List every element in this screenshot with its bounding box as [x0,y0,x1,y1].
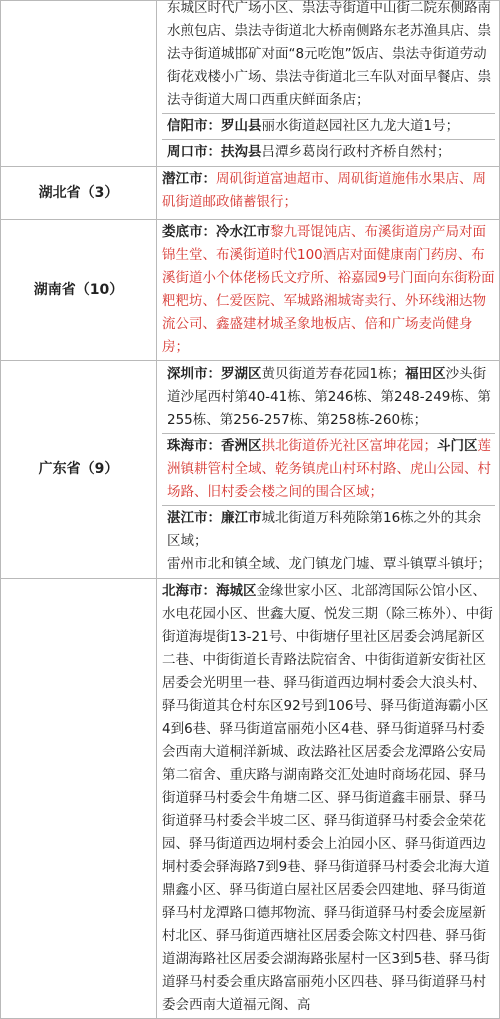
city-label: 北海市： [162,583,216,599]
areas-cell [157,1,500,167]
city-label: 周口市： [167,144,221,160]
table-row-hunan [1,220,500,361]
areas-cell [157,220,500,361]
area-text: 吕潭乡葛岗行政村齐桥自然村； [261,144,451,160]
area-entry-shenzhen [162,362,495,434]
city-label: 深圳市： [167,366,221,382]
district-label: 福田区 [405,366,446,382]
areas-cell [157,361,500,579]
province-cell-empty [1,579,157,1019]
area-text: 金缘世家小区、北部湾国际公馆小区、水电花园小区、世鑫大厦、悦发三期（除三栋外）、中街街道海堤街13-21号、中街塘仔里社区居委会鸿尾新区二巷、中街街道长青路法院宿舍、中街街道新安街社区居委会光明里一巷、驿马街道西边垌村委会大浪头村、驿马街道其仓村东区92号到106号、驿马街道海霸小区4到6巷、驿马街道富丽苑小区4巷、驿马街道驿马村委会西南大道桐洋新城、政法路社区居委会龙潭路公安局第二宿舍、重庆路与湖南路交汇处迪时商场花园、驿马街道驿马村委会牛角塘二区、驿马街道鑫丰丽景、驿马街道驿马村委会半坡二区、驿马街道驿马村委会金荣花园、驿马街道西边垌村委会上泊园小区、驿马街道西边垌村委会驿海路7到9巷、驿马街道驿马村委会北海大道鼎鑫小区、驿马街道白屋社区居委会四建地、驿马街道驿马村龙潭路口德邦物流、驿马街道驿马村委会庞屋新村北区、驿马街道西塘社区居委会陈文村四巷、驿马街道湖海路社区居委会湖海路张屋村一区3到5巷、驿马街道驿马村委会重庆路富丽苑小区四巷、驿马街道驿马村委会西南大道福元阁、高 [162,583,493,1013]
area-text: 城北街道万科苑除第16栋之外的其余区域； [167,510,482,549]
province-cell: 湖南省（10） [1,220,157,361]
area-text: 雷州市北和镇全域、龙门镇龙门墟、覃斗镇覃斗镇圩； [167,556,491,572]
area-entry [162,114,495,140]
district-label: 冷水江市 [216,224,270,240]
city-label: 娄底市： [162,224,216,240]
area-text: 莲洲镇耕管村全域、乾务镇虎山村环村路、虎山公园、村场路、旧村委会楼之间的围合区域； [167,438,491,500]
table-row-henan-continued [1,1,500,167]
area-text: 沙头街道沙尾西村第40-41栋、第246栋、第248-249栋、第255栋、第256-257栋、第258栋-260栋； [167,366,491,428]
area-text: 东城区时代广场小区、祟法寺街道中山街二院东侧路南水煎包店、祟法寺街道北大桥南侧路东老苏渔具店、祟法寺街道城邯矿对面“8元吃饱”饭店、祟法寺街道劳动街花戏楼小广场、祟法寺街道北三车队对面早餐店、祟法寺街道大周口西重庆鲜面条店； [167,0,491,108]
district-label: 海城区 [216,583,257,599]
district-label: 廉江市 [221,510,262,526]
table-row-guangxi [1,579,500,1019]
area-text: 黄贝街道芳春花园1栋； [261,366,406,382]
province-cell-empty [1,1,157,167]
city-label: 信阳市： [167,118,221,134]
city-label: 潜江市： [162,171,216,187]
district-label: 斗门区 [437,438,478,454]
area-entry-zhuhai [162,434,495,506]
area-entry [162,2,495,114]
city-label: 珠海市： [167,438,221,454]
area-entry-zhanjiang [162,506,495,577]
district-label: 罗湖区 [221,366,262,382]
county-label: 罗山县 [221,118,262,134]
district-label: 香洲区 [221,438,262,454]
area-text: 丽水街道赵园社区九龙大道1号； [261,118,460,134]
area-text: 周矶街道富迪超市、周矶街道施伟水果店、周矶街道邮政储蓄银行； [162,171,486,210]
county-label: 扶沟县 [221,144,262,160]
province-cell: 广东省（9） [1,361,157,579]
area-entry [162,140,495,165]
province-cell: 湖北省（3） [1,167,157,220]
table-row-guangdong [1,361,500,579]
area-text: 拱北街道侨光社区富坤花园； [261,438,437,454]
areas-cell [157,167,500,220]
areas-cell [157,579,500,1019]
city-label: 湛江市： [167,510,221,526]
table-row-hubei [1,167,500,220]
area-text: 黎九哥馄饨店、布溪街道房产局对面锦生堂、布溪街道时代100酒店对面健康南门药房、布溪街道小个体佬杨氏文疗所、裕嘉园9号门面向东街粉面粑粑坊、仁爱医院、军城路湘城寄卖行、外环线湘达物流公司、鑫盛建材城圣象地板店、倍和广场麦尚健身房； [162,224,495,355]
